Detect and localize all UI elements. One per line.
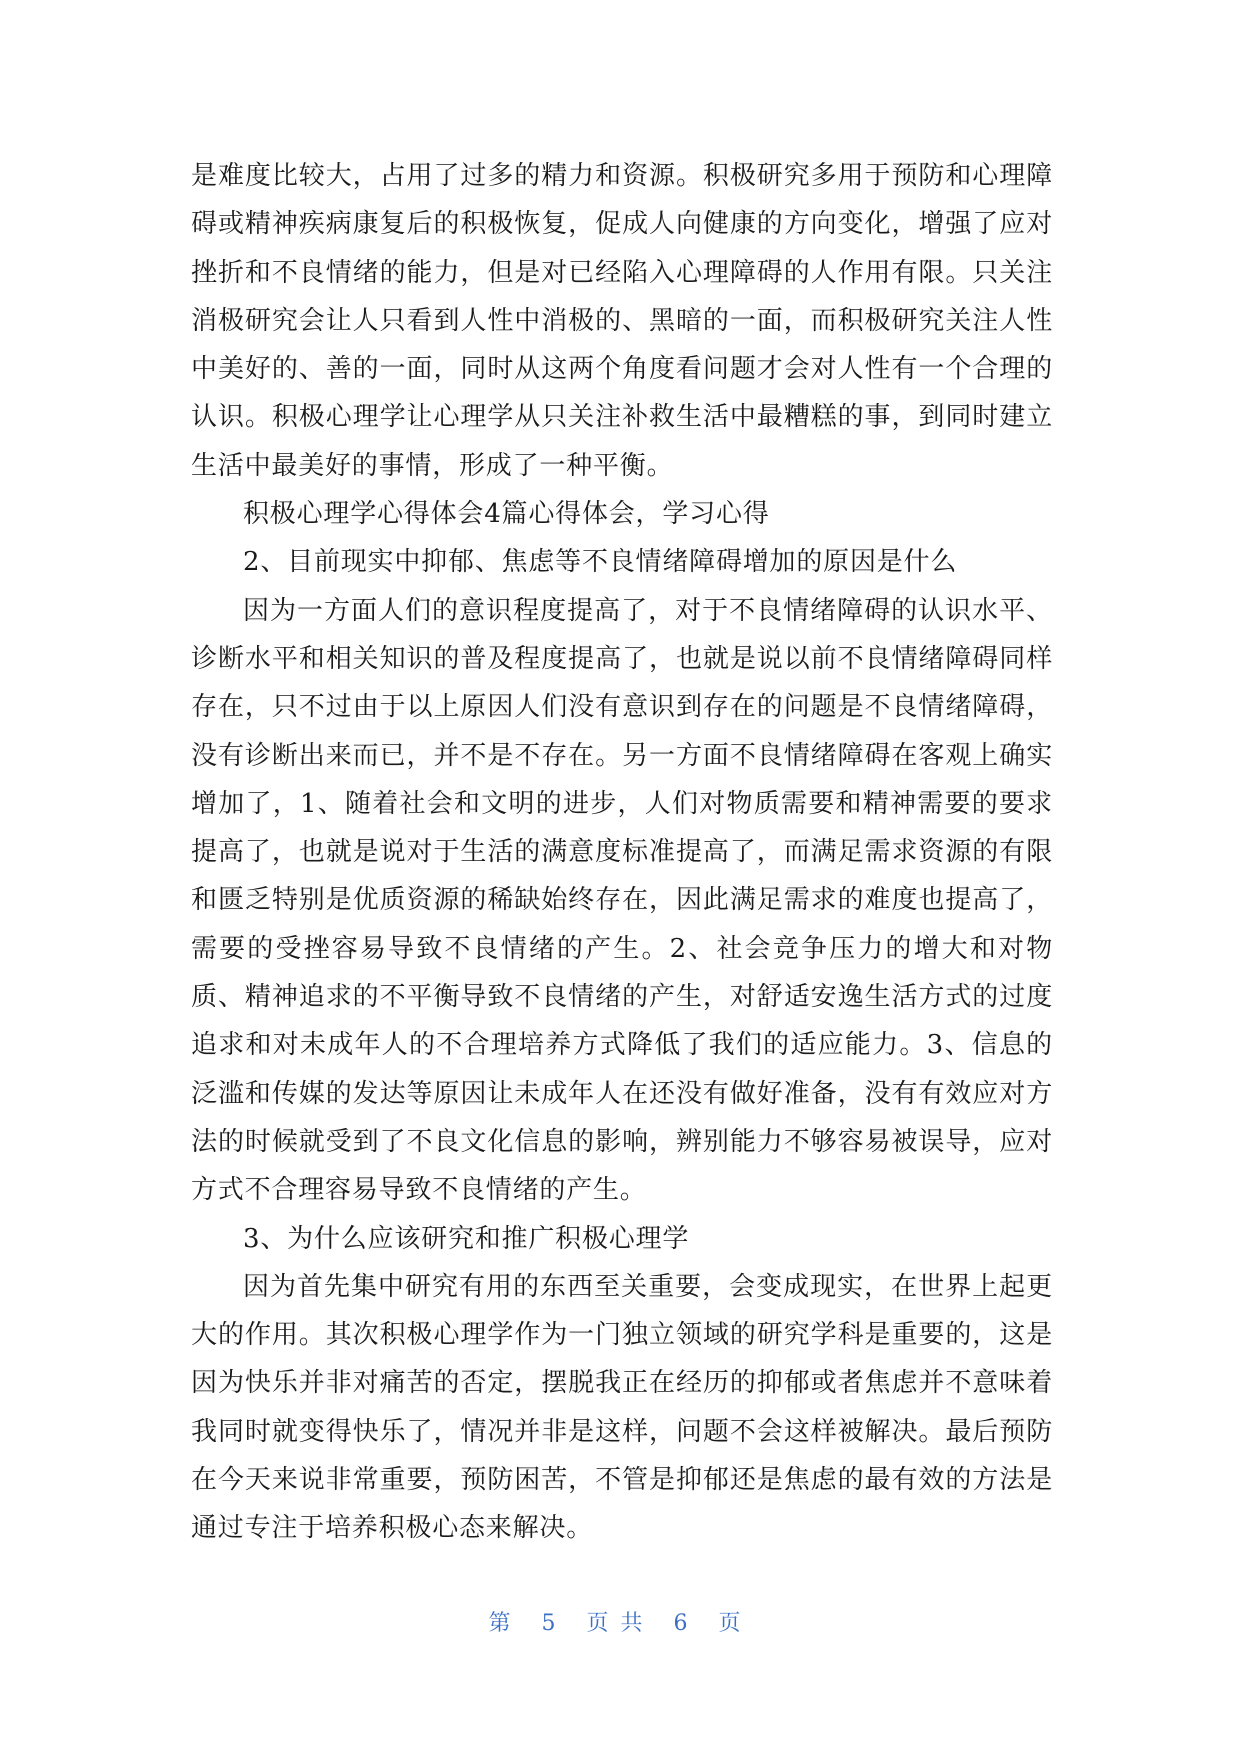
paragraph-section-2: 因为一方面人们的意识程度提高了，对于不良情绪障碍的认识水平、诊断水平和相关知识的普及程度提高了，也就是说以前不良情绪障碍同样存在，只不过由于以上原因人们没有意识到存在的问题是不良情绪障碍，没有诊断出来而已，并不是不存在。另一方面不良情绪障碍在客观上确实增加了，1、随着社会和文明的进步，人们对物质需要和精神需要的要求提高了，也就是说对于生活的满意度标准提高了，而满足需求资源的有限和匮乏特别是优质资源的稀缺始终存在，因此满足需求的难度也提高了，需要的受挫容易导致不良情绪的产生。2、社会竞争压力的增大和对物质、精神追求的不平衡导致不良情绪的产生，对舒适安逸生活方式的过度追求和对未成年人的不合理培养方式降低了我们的适应能力。3、信息的泛滥和传媒的发达等原因让未成年人在还没有做好准备，没有有效应对方法的时候就受到了不良文化信息的影响，辨别能力不够容易被误导，应对方式不合理容易导致不良情绪的产生。 xyxy=(191,595,1053,1206)
document-body xyxy=(191,152,1053,1553)
paragraph-title-line: 积极心理学心得体会4篇心得体会，学习心得 xyxy=(243,499,770,530)
page-footer: 第 5 页共 6 页 xyxy=(488,1611,753,1636)
paragraph-continued: 是难度比较大，占用了过多的精力和资源。积极研究多用于预防和心理障碍或精神疾病康复后的积极恢复，促成人向健康的方向变化，增强了应对挫折和不良情绪的能力，但是对已经陷入心理障碍的人作用有限。只关注消极研究会让人只看到人性中消极的、黑暗的一面，而积极研究关注人性中美好的、善的一面，同时从这两个角度看问题才会对人性有一个合理的认识。积极心理学让心理学从只关注补救生活中最糟糕的事，到同时建立生活中最美好的事情，形成了一种平衡。 xyxy=(191,161,1053,481)
paragraph-section-3: 因为首先集中研究有用的东西至关重要，会变成现实，在世界上起更大的作用。其次积极心理学作为一门独立领域的研究学科是重要的，这是因为快乐并非对痛苦的否定，摆脱我正在经历的抑郁或者焦虑并不意味着我同时就变得快乐了，情况并非是这样，问题不会这样被解决。最后预防在今天来说非常重要，预防困苦，不管是抑郁还是焦虑的最有效的方法是通过专注于培养积极心态来解决。 xyxy=(191,1271,1053,1544)
section-heading-2: 2、目前现实中抑郁、焦虑等不良情绪障碍增加的原因是什么 xyxy=(243,547,958,578)
section-heading-3: 3、为什么应该研究和推广积极心理学 xyxy=(243,1223,690,1254)
